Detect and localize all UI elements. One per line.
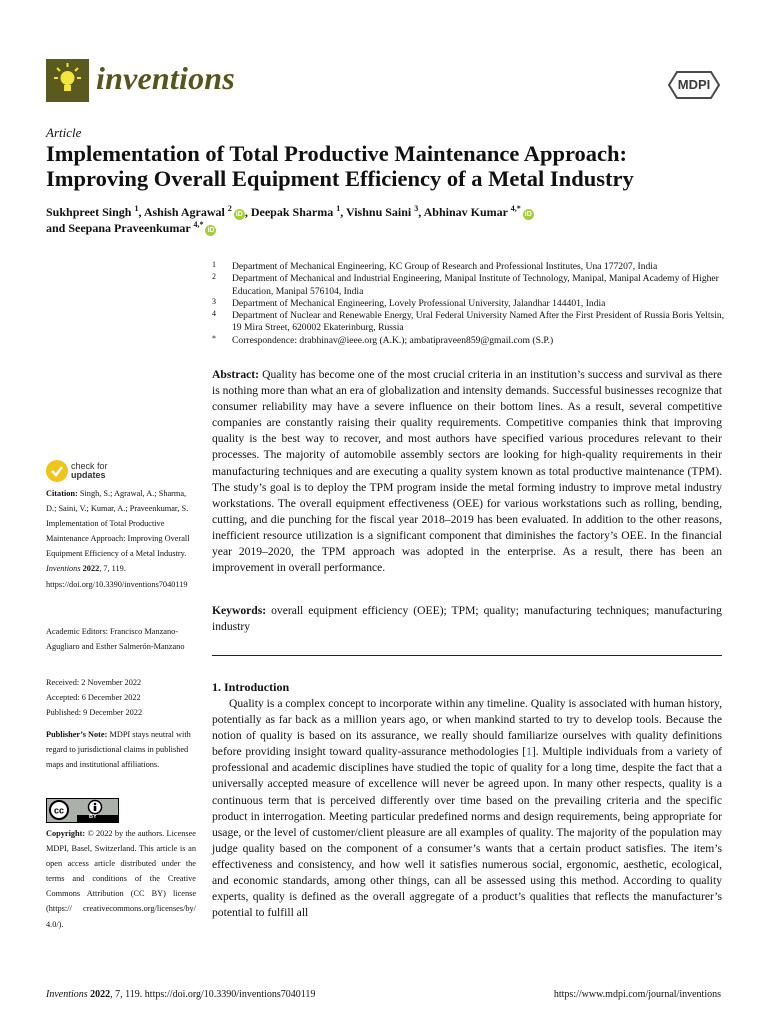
publisher-note-text: MDPI stays neutral with regard to jurisdictional claims in published maps and institutional affiliations.	[46, 730, 191, 770]
journal-logo-icon	[46, 59, 89, 102]
citation-journal: Inventions	[46, 564, 81, 574]
author-affiliation-mark: 1	[336, 204, 341, 213]
author-list	[46, 204, 736, 236]
publication-dates	[46, 675, 196, 720]
author-name: Sukhpreet Singh	[46, 205, 135, 219]
check-line-2: updates	[71, 470, 106, 480]
svg-text:cc: cc	[53, 805, 65, 816]
affiliation-mark: *	[212, 333, 216, 343]
author-affiliation-mark: 1	[134, 204, 139, 213]
title-line-1: Implementation of Total Productive Maintenance Approach:	[46, 141, 628, 166]
check-for-updates-button[interactable]	[46, 460, 136, 484]
abstract-text: Quality has become one of the most crucial criteria in an institution’s success and survival as there is nothing more than what an era of globalization and intensity demands. Successful businesses recognize that consumer reliability may have a severe influence on their bottom lines. As a result, several competitive companies are constantly raising their quality requirements. Competitive companies think that improving quality is the best way to recover, and most authors have specified various procedures relevant to their processes. The majority of automobile assembly sectors are looking for high-quality requirements in their manufacturing techniques and are executing a quality system known as total productive maintenance (TPM). The study’s goal is to deploy the TPM program inside the metal forming industry to improve metal industry workstations. The overall equipment effectiveness (OEE) for various workstations such as rolling, bending, cutting, and die punching for the fiscal year 2018–2019 has been evaluated. In addition to the other reasons, inefficient resource utilization is a significant component that diminishes the factory’s OEE. In the financial year 2019–2020, the TPM approach was adopted in the enterprise. As a result, there has been an improvement in overall performance.	[212, 368, 722, 575]
footer-citation	[46, 989, 315, 1000]
citation-block	[46, 486, 196, 592]
affiliation-item	[212, 298, 732, 310]
cc-by-license-icon[interactable]	[46, 798, 119, 823]
intro-text-part-2: ]. Multiple individuals from a variety of professional and academic disciplines have studied the topic of quality for a long time, despite the fact that a universally accepted measure of excellence will never be agreed upon. In many other respects, quality is a continuous term that is perceived differently over time based on the prevailing criteria and the specific product in interrogation. Meeting particular predefined norms and design requirements, being appropriate for usage, or the level of customer/client pleasure are all examples of quality. The majority of the population may judge quality based on the component of a consumer’s wants that a certain product satisfies. The item’s effectiveness and consistency, and how well it satisfies numerous social, ergonomic, aesthetic, ecological, and economic standards, among other things, can all be assessed using this method. According to quality experts, quality is defined as the overall aggregate of a product’s qualities that reflects the manufacturer’s potential to fulfill all	[212, 745, 722, 920]
footer-year: 2022	[90, 989, 111, 1000]
abstract-label: Abstract:	[212, 368, 260, 381]
accepted-date: Accepted: 6 December 2022	[46, 693, 141, 703]
affiliation-mark: 1	[212, 260, 216, 269]
section-divider	[212, 655, 722, 656]
author-name: Abhinav Kumar	[423, 205, 511, 219]
author-separator: ,	[418, 205, 424, 219]
footer-journal: Inventions	[46, 989, 88, 1000]
title-line-2: Improving Overall Equipment Efficiency of a Metal Industry	[46, 166, 634, 191]
citation-label: Citation:	[46, 489, 78, 498]
keywords	[212, 603, 722, 635]
affiliation-text: Correspondence: drabhinav@ieee.org (A.K.); ambatipraveen859@gmail.com (S.P.)	[232, 334, 554, 346]
published-date: Published: 9 December 2022	[46, 708, 143, 718]
footer-doi[interactable]: , 7, 119. https://doi.org/10.3390/inventions7040119	[110, 989, 316, 1000]
affiliation-list	[212, 261, 732, 347]
author-affiliation-mark: 4,*	[193, 220, 204, 229]
footer-journal-url[interactable]: https://www.mdpi.com/journal/inventions	[553, 989, 721, 1000]
introduction-text	[212, 696, 722, 921]
affiliation-mark: 2	[212, 272, 216, 282]
author-separator: ,	[340, 205, 346, 219]
author-affiliation-mark: 2	[227, 204, 232, 213]
orcid-icon[interactable]: iD	[235, 211, 243, 218]
orcid-icon[interactable]: iD	[207, 227, 215, 234]
keywords-label: Keywords:	[212, 604, 267, 617]
author-name: Vishnu Saini	[346, 205, 415, 219]
author-separator: ,	[244, 205, 251, 219]
author-affiliation-mark: 4,*	[510, 204, 521, 213]
abstract	[212, 367, 722, 576]
check-line-1: check for	[71, 461, 108, 471]
intro-text-part-1: Quality is a complex concept to incorporate within any timeline. Quality is associated with human history, potentially as far back as a million years ago, or when mankind started to try to develop tools. Because the notion of quality is based on its assurance, we really should familiarize ourselves with quality definitions before providing insight toward quality-assurance methodologies [	[212, 697, 722, 759]
copyright-block	[46, 826, 196, 932]
affiliation-mark: 3	[212, 296, 216, 306]
article-type: Article	[46, 125, 82, 140]
affiliation-mark: 4	[212, 309, 216, 319]
citation-year: 2022	[82, 564, 100, 574]
affiliation-item	[212, 310, 732, 335]
author-name: Ashish Agrawal	[143, 205, 228, 219]
author-name: and Seepana Praveenkumar	[46, 221, 194, 235]
copyright-text: © 2022 by the authors. Licensee MDPI, Basel, Switzerland. This article is an open access article distributed under the terms and conditions of the Creative Commons Attribution (CC BY) license (https:// creativecommons.org/licenses/by/ 4.0/).	[46, 829, 196, 929]
academic-editors: Academic Editors: Francisco Manzano-Agugliaro and Esther Salmerón-Manzano	[46, 627, 185, 652]
copyright-label: Copyright:	[46, 829, 86, 838]
journal-name: inventions	[96, 60, 235, 96]
affiliation-text: Department of Mechanical and Industrial Engineering, Manipal Institute of Technology, Manipal, Manipal Academy of Higher Education, Manipal 576104, India	[232, 273, 719, 297]
affiliation-text: Department of Nuclear and Renewable Energy, Ural Federal University Named After the First President of Russia Boris Yeltsin, 19 Mira Street, 620002 Ekaterinburg, Russia	[232, 310, 725, 334]
check-for-updates-label	[71, 462, 108, 480]
citation-link[interactable]: 1	[526, 745, 532, 759]
section-heading: 1. Introduction	[212, 680, 290, 694]
citation-text: Singh, S.; Agrawal, A.; Sharma, D.; Saini, V.; Kumar, A.; Praveenkumar, S. Implementation of Total Productive Maintenance Approach: Improving Overall Equipment Efficiency of a Metal Industry.	[46, 489, 190, 559]
affiliation-item	[212, 261, 732, 273]
publisher-note-label: Publisher’s Note:	[46, 730, 108, 739]
affiliation-text: Department of Mechanical Engineering, KC Group of Research and Professional Institutes, Una 177207, India	[232, 261, 658, 272]
received-date: Received: 2 November 2022	[46, 678, 142, 687]
keywords-text: overall equipment efficiency (OEE); TPM; quality; manufacturing techniques; manufacturing industry	[212, 604, 722, 634]
publisher-name: MDPI	[677, 77, 711, 92]
affiliation-item	[212, 273, 732, 298]
cc-by-label: BY	[89, 814, 97, 820]
publisher-note	[46, 727, 196, 772]
check-for-updates-icon	[46, 460, 68, 482]
article-title	[46, 141, 736, 191]
affiliation-text: Department of Mechanical Engineering, Lovely Professional University, Jalandhar 144401, India	[232, 297, 606, 309]
affiliation-item	[212, 335, 732, 347]
citation-rest[interactable]: , 7, 119. https://doi.org/10.3390/inventions7040119	[46, 564, 188, 589]
author-affiliation-mark: 3	[414, 204, 419, 213]
orcid-icon[interactable]: iD	[524, 211, 532, 218]
mdpi-logo-icon	[667, 70, 721, 100]
author-separator: ,	[138, 205, 144, 219]
author-name: Deepak Sharma	[250, 205, 337, 219]
